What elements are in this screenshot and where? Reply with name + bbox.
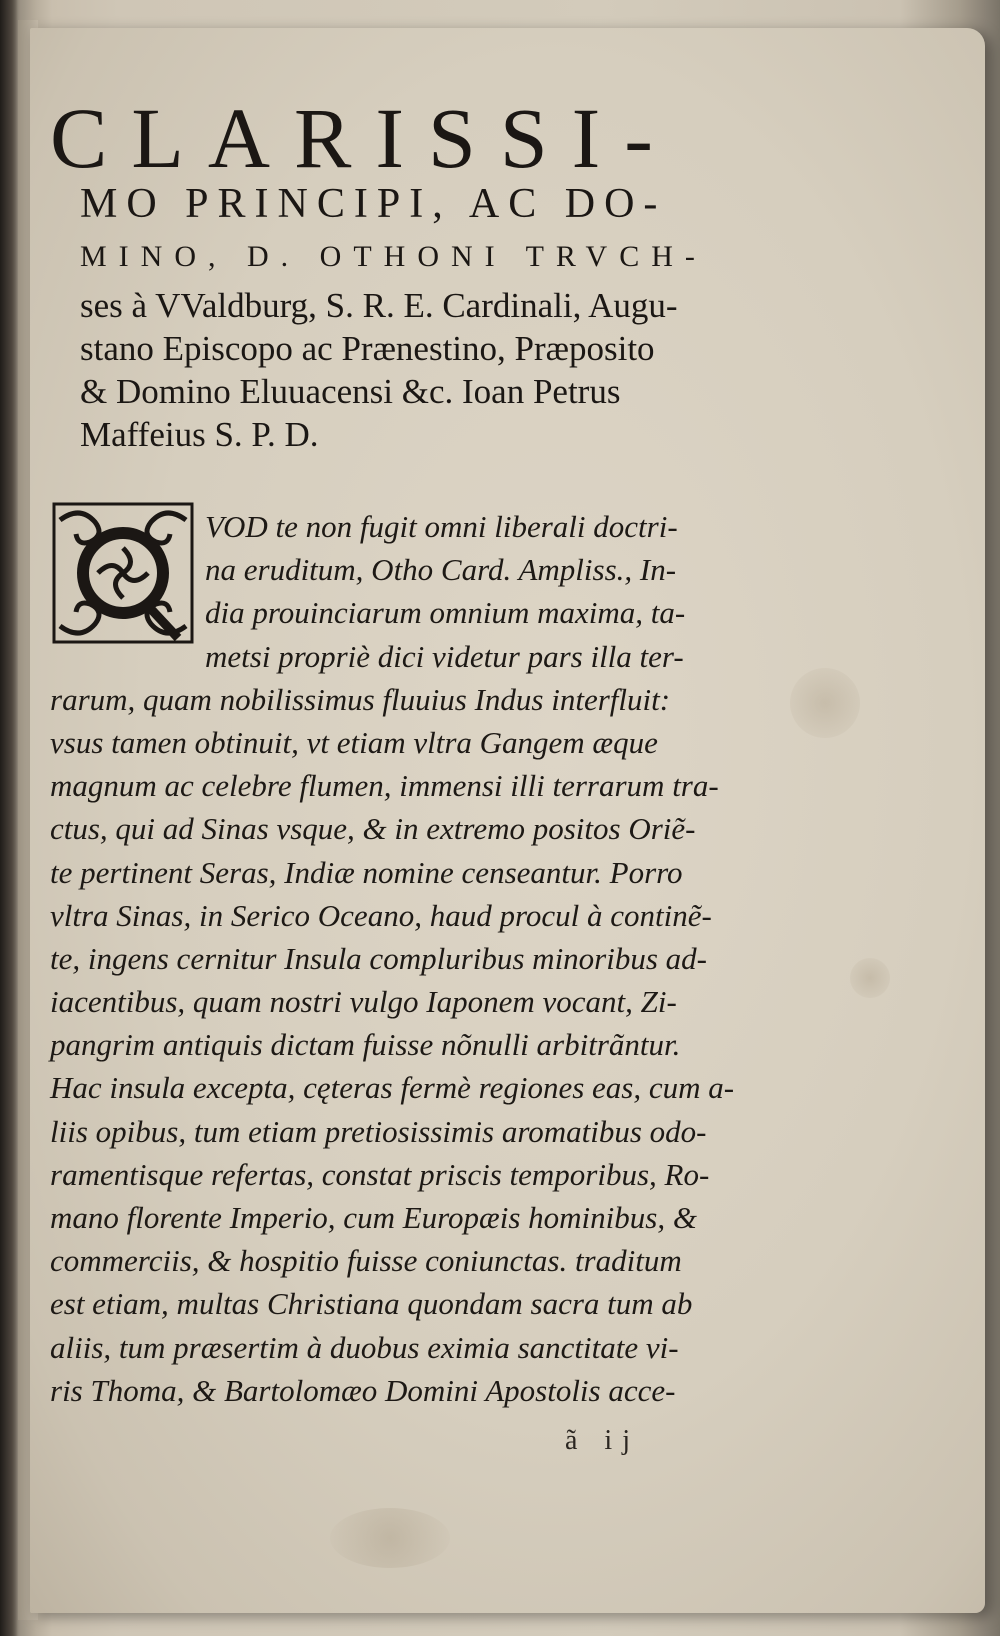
text-line: dia prouinciarum omnium maxima, ta- [205,595,686,631]
text-line: te pertinent Seras, Indiæ nomine censeantur. Porro [50,854,683,890]
heading-text-line: Maffeius S. P. D. [80,415,319,454]
paper-stain [850,958,890,998]
text-line: Hac insula excepta, cęteras fermè regiones eas, cum a- [50,1070,735,1106]
body-text [50,505,750,1412]
heading-text [80,284,780,456]
text-line: est etiam, multas Christiana quondam sacra tum ab [50,1286,693,1322]
text-line: ramentisque refertas, constat priscis temporibus, Ro- [50,1156,710,1192]
text-line: vltra Sinas, in Serico Oceano, haud procul à continẽ- [50,897,712,933]
heading-text-line: & Domino Eluuacensi &c. Ioan Petrus [80,372,621,411]
paper-stain [790,668,860,738]
heading-line-3: MINO, D. OTHONI TRVCH- [80,240,707,273]
text-line: pangrim antiquis dictam fuisse nõnulli arbitrãntur. [50,1027,681,1063]
dedication-heading [50,88,730,454]
book-spine [0,0,18,1636]
text-line: liis opibus, tum etiam pretiosissimis aromatibus odo- [50,1113,707,1149]
text-line: iacentibus, quam nostri vulgo Iaponem vocant, Zi- [50,984,677,1020]
signature-mark: ã ij [565,1425,640,1456]
text-line: na eruditum, Otho Card. Ampliss., In- [205,552,677,588]
text-line: metsi propriè dici videtur pars illa ter- [205,638,684,674]
heading-line-2: MO PRINCIPI, AC DO- [80,181,667,227]
text-line: ctus, qui ad Sinas vsque, & in extremo positos Oriẽ- [50,811,696,847]
text-line: mano florente Imperio, cum Europæis hominibus, & [50,1200,697,1235]
heading-text-line: stano Episcopo ac Prænestino, Præposito [80,329,655,368]
text-line: VOD te non fugit omni liberali doctri- [205,509,678,544]
text-line: aliis, tum præsertim à duobus eximia sanctitate vi- [50,1329,679,1365]
text-line: te, ingens cernitur Insula compluribus minoribus ad- [50,940,707,976]
text-line: vsus tamen obtinuit, vt etiam vltra Gangem æque [50,724,658,760]
heading-line-1: CLARISSI- [50,90,677,186]
heading-text-line: ses à VValdburg, S. R. E. Cardinali, Augu- [80,286,678,325]
text-line: magnum ac celebre flumen, immensi illi terrarum tra- [50,768,719,804]
paper-stain [330,1508,450,1568]
text-line: rarum, quam nobilissimus fluuius Indus interfluit: [50,681,671,717]
text-line: ris Thoma, & Bartolomæo Domini Apostolis acce- [50,1372,676,1408]
text-line: commerciis, & hospitio fuisse coniunctas. traditum [50,1243,682,1279]
